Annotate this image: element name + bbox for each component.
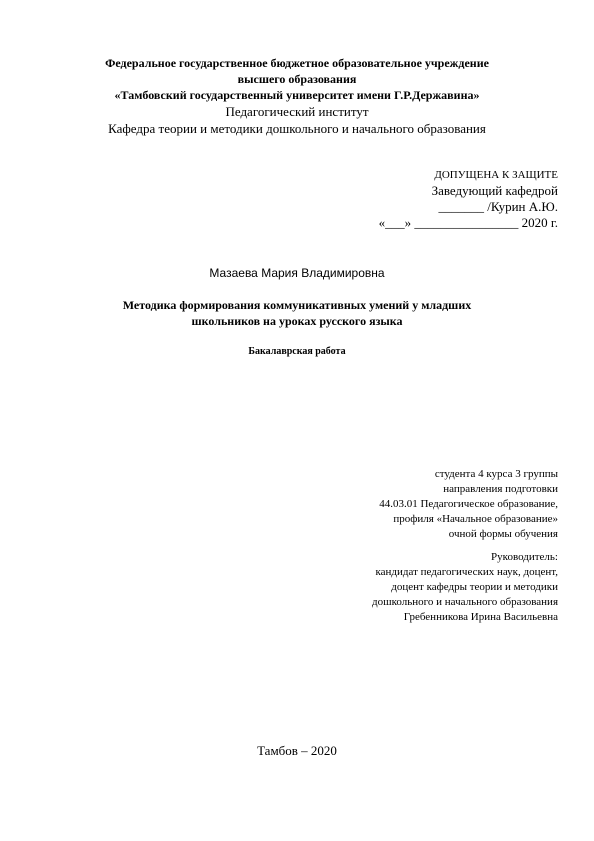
supervisor-line-2: кандидат педагогических наук, доцент, xyxy=(375,566,558,578)
header-line-1: Федеральное государственное бюджетное образовательное учреждение xyxy=(105,56,489,70)
supervisor-line-1: Руководитель: xyxy=(491,551,558,563)
header-line-2: высшего образования xyxy=(237,72,357,86)
header-line-3: «Тамбовский государственный университет имени Г.Р.Державина» xyxy=(114,88,480,102)
student-info-line-4: профиля «Начальное образование» xyxy=(393,513,558,525)
supervisor-line-3: доцент кафедры теории и методики xyxy=(391,581,558,593)
work-title-line-2: школьников на уроках русского языка xyxy=(191,314,403,328)
city-year: Тамбов – 2020 xyxy=(257,743,337,758)
work-title-line-1: Методика формирования коммуникативных умений у младших xyxy=(122,298,472,312)
approval-line-4: «___» ________________ 2020 г. xyxy=(378,215,558,230)
approval-line-1: ДОПУЩЕНА К ЗАЩИТЕ xyxy=(434,169,558,181)
approval-line-2: Заведующий кафедрой xyxy=(431,183,558,198)
student-info-line-5: очной формы обучения xyxy=(448,528,558,540)
supervisor-line-4: дошкольного и начального образования xyxy=(372,596,558,608)
supervisor-line-5: Гребенникова Ирина Васильевна xyxy=(403,611,558,623)
approval-line-3: _______ /Курин А.Ю. xyxy=(438,199,558,214)
author-name: Мазаева Мария Владимировна xyxy=(209,266,385,280)
student-info-line-2: направления подготовки xyxy=(443,483,558,495)
work-type: Бакалаврская работа xyxy=(248,346,346,357)
header-line-4: Педагогический институт xyxy=(225,104,369,119)
student-info-line-3: 44.03.01 Педагогическое образование, xyxy=(379,498,558,510)
header-line-5: Кафедра теории и методики дошкольного и начального образования xyxy=(108,121,486,136)
student-info-line-1: студента 4 курса 3 группы xyxy=(434,468,558,480)
